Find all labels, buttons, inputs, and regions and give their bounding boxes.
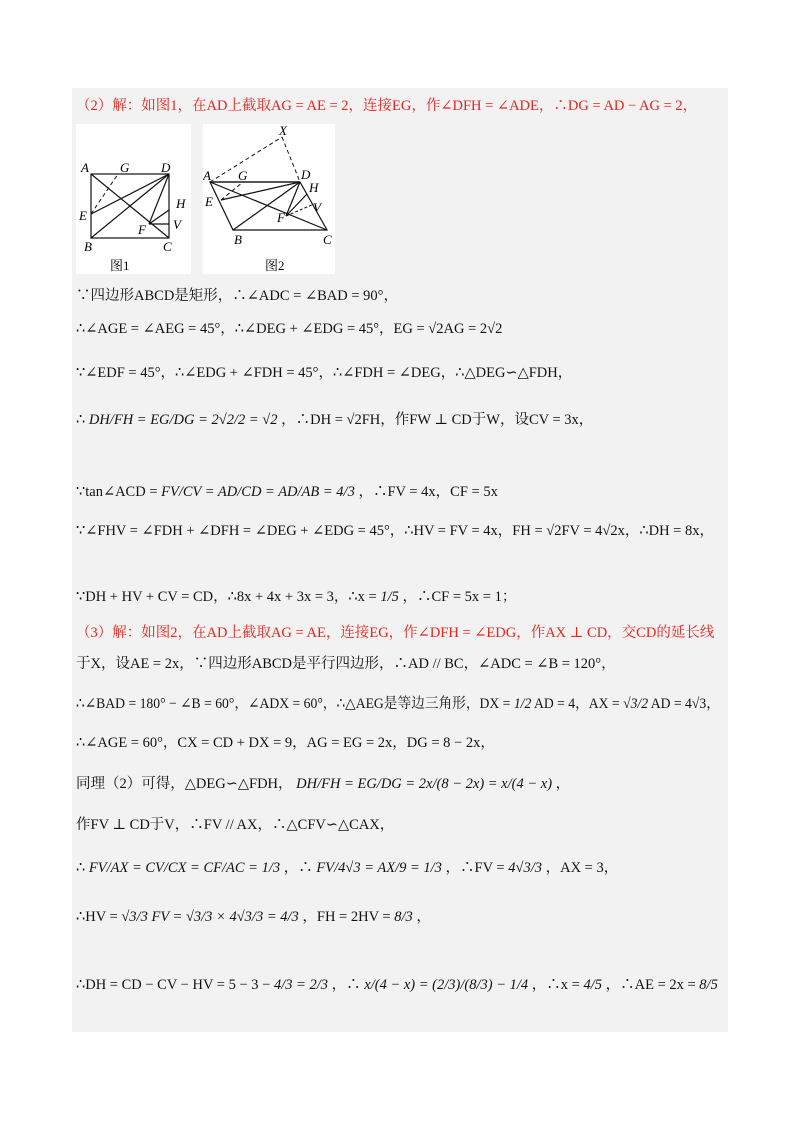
line-final xyxy=(76,965,718,1005)
line-final-b: ，∴ xyxy=(331,977,361,993)
line-final-c: ，∴x = xyxy=(531,977,580,993)
fig2-label-a: A xyxy=(203,168,211,183)
line-part3-intro: （3）解：如图2，在AD上截取AG = AE，连接EG，作∠DFH = ∠EDG，作AX ⊥ CD，交CD的延长线 xyxy=(76,625,715,641)
line-ratio-prefix: ∴ xyxy=(76,412,86,428)
fraction-equation: x/(4 − x) = (2/3)/(8/3) − 1/4 xyxy=(364,977,529,993)
line-fv-b: ，∴ xyxy=(283,860,313,876)
line-equilateral xyxy=(76,684,720,724)
fraction-tan: FV/CV = AD/CD = AD/AB = 4/3 xyxy=(161,484,355,500)
line-final-d: ，∴AE = 2x = xyxy=(605,977,696,993)
line-fv-a: ∴ xyxy=(76,860,86,876)
fraction-half: 1/2 xyxy=(513,696,532,712)
fraction-ae-final: 8/5 xyxy=(699,977,718,993)
fig2-label-e: E xyxy=(205,194,213,209)
fig2-label-x: X xyxy=(279,124,287,138)
fraction-dh: 4/3 = 2/3 xyxy=(273,977,329,993)
line-similar-suffix: ， xyxy=(555,776,571,792)
line-hv-a: ∴HV = xyxy=(76,909,118,925)
line-solve-suffix: ，∴CF = 5x = 1； xyxy=(402,589,517,605)
figure-1 xyxy=(76,124,191,274)
line-fv-ratio xyxy=(76,848,618,888)
fraction-dh-fh: DH/FH = EG/DG = 2√2/2 = √2 xyxy=(88,412,278,428)
line-solve-x xyxy=(76,577,516,617)
line-angles-45: ∴∠AGE = ∠AEG = 45°，∴∠DEG + ∠EDG = 45°，EG = √2AG = 2√2 xyxy=(76,321,503,337)
line-ratio-suffix: ，∴DH = √2FH，作FW ⊥ CD于W，设CV = 3x， xyxy=(281,412,594,428)
line-ratio-dh-fh xyxy=(76,400,593,440)
fraction-fv-4root3: FV/4√3 = AX/9 = 1/3 xyxy=(316,860,442,876)
fig1-label-c: C xyxy=(163,239,172,254)
fig2-label-c: C xyxy=(323,232,332,247)
line-similar-triangles: ∵∠EDF = 45°，∴∠EDG + ∠FDH = 45°，∴∠FDH = ∠DEG，∴△DEG∽△FDH， xyxy=(76,365,573,381)
fig2-label-v: V xyxy=(313,200,321,215)
figure-2 xyxy=(203,124,335,274)
line-fhv-angle: ∵∠FHV = ∠FDH + ∠DFH = ∠DEG + ∠EDG = 45°，∴HV = FV = 4x，FH = √2FV = 4√2x，∴DH = 8x， xyxy=(76,523,714,539)
fraction-x-final: 4/5 xyxy=(583,977,602,993)
fig2-label-h: H xyxy=(309,180,319,195)
line-hv-b: ，FH = 2HV = xyxy=(302,909,391,925)
fig1-label-a: A xyxy=(81,160,89,175)
line-similar-again xyxy=(76,764,570,804)
fraction-x-value: 1/5 xyxy=(380,589,399,605)
line-rectangle: ∵四边形ABCD是矩形，∴∠ADC = ∠BAD = 90°， xyxy=(76,288,398,304)
fraction-root3-half: √3/2 xyxy=(623,696,649,712)
line-similar-prefix: 同理（2）可得，△DEG∽△FDH， xyxy=(76,776,293,792)
line-hv-c: ， xyxy=(416,909,431,925)
line-part2-intro: （2）解：如图1，在AD上截取AG = AE = 2，连接EG，作∠DFH = ∠ADE，∴DG = AD − AG = 2， xyxy=(76,98,698,114)
fraction-ratio-x: DH/FH = EG/DG = 2x/(8 − 2x) = x/(4 − x) xyxy=(296,776,553,792)
fig2-label-f: F xyxy=(277,210,285,225)
line-equilateral-c: AD = 4√3， xyxy=(650,696,720,712)
figure-2-diagram xyxy=(203,124,335,274)
line-final-a: ∴DH = CD − CV − HV = 5 − 3 − xyxy=(76,977,271,993)
fig1-label-b: B xyxy=(84,239,92,254)
fig1-label-v: V xyxy=(173,217,181,232)
fig1-label-e: E xyxy=(79,208,87,223)
fraction-fv-value: 4√3/3 xyxy=(508,860,542,876)
fig2-caption: 图2 xyxy=(265,258,285,273)
fig1-label-d: D xyxy=(161,160,171,175)
line-perpendicular-fv: 作FV ⊥ CD于V，∴FV // AX，∴△CFV∽△CAX， xyxy=(76,817,395,833)
fig1-label-h: H xyxy=(176,196,186,211)
line-hv xyxy=(76,897,431,937)
fraction-fh: 8/3 xyxy=(394,909,413,925)
line-age-60: ∴∠AGE = 60°，CX = CD + DX = 9，AG = EG = 2x，DG = 8 − 2x， xyxy=(76,735,495,751)
line-fv-c: ，∴FV = xyxy=(445,860,505,876)
line-tan-suffix: ，∴FV = 4x，CF = 5x xyxy=(358,484,498,500)
fig2-label-g: G xyxy=(238,168,248,183)
fraction-hv: √3/3 FV = √3/3 × 4√3/3 = 4/3 xyxy=(121,909,299,925)
fig1-caption: 图1 xyxy=(110,258,130,273)
line-tan-acd xyxy=(76,472,498,512)
figure-1-diagram xyxy=(76,124,191,274)
fraction-cfv: FV/AX = CV/CX = CF/AC = 1/3 xyxy=(88,860,281,876)
line-equilateral-a: ∴∠BAD = 180° − ∠B = 60°，∠ADX = 60°，∴△AEG是等边三角形，DX = xyxy=(76,696,511,712)
line-solve-prefix: ∵DH + HV + CV = CD，∴8x + 4x + 3x = 3，∴x = xyxy=(76,589,377,605)
line-equilateral-b: AD = 4，AX = xyxy=(533,696,620,712)
fig2-label-d: D xyxy=(301,167,311,182)
fig1-label-f: F xyxy=(138,222,146,237)
line-tan-prefix: ∵tan∠ACD = xyxy=(76,484,158,500)
fig1-label-g: G xyxy=(120,160,130,175)
line-parallelogram: 于X，设AE = 2x，∵四边形ABCD是平行四边形，∴AD // BC，∠ADC = ∠B = 120°， xyxy=(76,656,616,672)
fig2-label-b: B xyxy=(234,232,242,247)
line-fv-d: ，AX = 3， xyxy=(545,860,619,876)
